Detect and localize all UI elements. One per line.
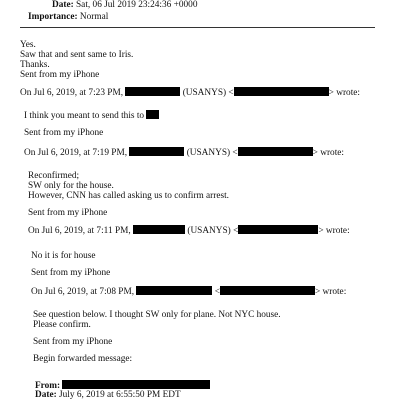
- reply2-message: I think you meant to send this to: [24, 111, 145, 121]
- attribution-middle: (USANYS) <: [182, 88, 234, 98]
- reply4-sent: Sent from my iPhone: [31, 268, 111, 278]
- attribution-middle: (USANYS) <: [186, 148, 238, 158]
- reply2-sent: Sent from my iPhone: [24, 128, 104, 138]
- attribution-prefix: On Jul 6, 2019, at 7:08 PM,: [31, 287, 135, 297]
- importance-header: [28, 12, 108, 23]
- header-divider: [20, 27, 375, 28]
- reply3-line: However, CNN has called asking us to confirm arrest.: [28, 191, 230, 201]
- attribution-suffix: > wrote:: [312, 148, 344, 158]
- attribution-suffix: > wrote:: [314, 287, 347, 297]
- reply5-line: See question below. I thought SW only for plane. Not NYC house.: [33, 310, 281, 320]
- reply5-sent: Sent from my iPhone: [33, 337, 113, 347]
- attribution-prefix: On Jul 6, 2019, at 7:23 PM,: [20, 88, 124, 98]
- reply2-attribution: [24, 147, 344, 159]
- redaction-box: [129, 147, 184, 156]
- redaction-box: [238, 225, 318, 234]
- attribution-middle: <: [214, 287, 220, 297]
- redaction-box: [136, 286, 212, 295]
- date-header: [52, 0, 197, 11]
- redaction-box: [146, 110, 159, 119]
- attribution-prefix: On Jul 6, 2019, at 7:11 PM,: [28, 226, 131, 236]
- importance-label: Importance:: [28, 12, 78, 22]
- reply1-line: Sent from my iPhone: [20, 70, 100, 80]
- reply3-line: SW only for the house.: [28, 181, 114, 191]
- forward-date: [35, 390, 181, 401]
- reply3-attribution: [28, 225, 350, 237]
- reply5-line: Please confirm.: [33, 320, 91, 330]
- reply3-sent: Sent from my iPhone: [28, 208, 108, 218]
- reply4-attribution: [31, 286, 346, 298]
- forwarded-message-label: Begin forwarded message:: [33, 354, 133, 364]
- redaction-box: [125, 87, 180, 96]
- importance-value: Normal: [79, 12, 109, 22]
- attribution-middle: (USANYS) <: [187, 226, 239, 236]
- redaction-box: [238, 147, 313, 156]
- attribution-prefix: On Jul 6, 2019, at 7:19 PM,: [24, 148, 128, 158]
- reply3-line: Reconfirmed;: [28, 171, 80, 181]
- reply4-text: No it is for house: [31, 251, 96, 261]
- redaction-box: [220, 286, 315, 295]
- reply1-attribution: [20, 87, 360, 99]
- forward-date-value: July 6, 2019 at 6:55:50 PM EDT: [59, 390, 181, 400]
- date-value: Sat, 06 Jul 2019 23:24:36 +0000: [76, 0, 198, 10]
- reply1-line: Yes.: [20, 40, 36, 50]
- reply1-line: Saw that and sent same to Iris.: [20, 50, 134, 60]
- attribution-suffix: > wrote:: [328, 88, 360, 98]
- redaction-box: [62, 380, 210, 389]
- redaction-box: [133, 225, 185, 234]
- attribution-suffix: > wrote:: [318, 226, 350, 236]
- reply1-line: Thanks.: [20, 60, 50, 70]
- redaction-box: [234, 87, 329, 96]
- reply2-text: [24, 110, 159, 122]
- from-label: From:: [35, 381, 61, 391]
- forward-date-label: Date:: [35, 390, 57, 400]
- date-label: Date:: [52, 0, 74, 10]
